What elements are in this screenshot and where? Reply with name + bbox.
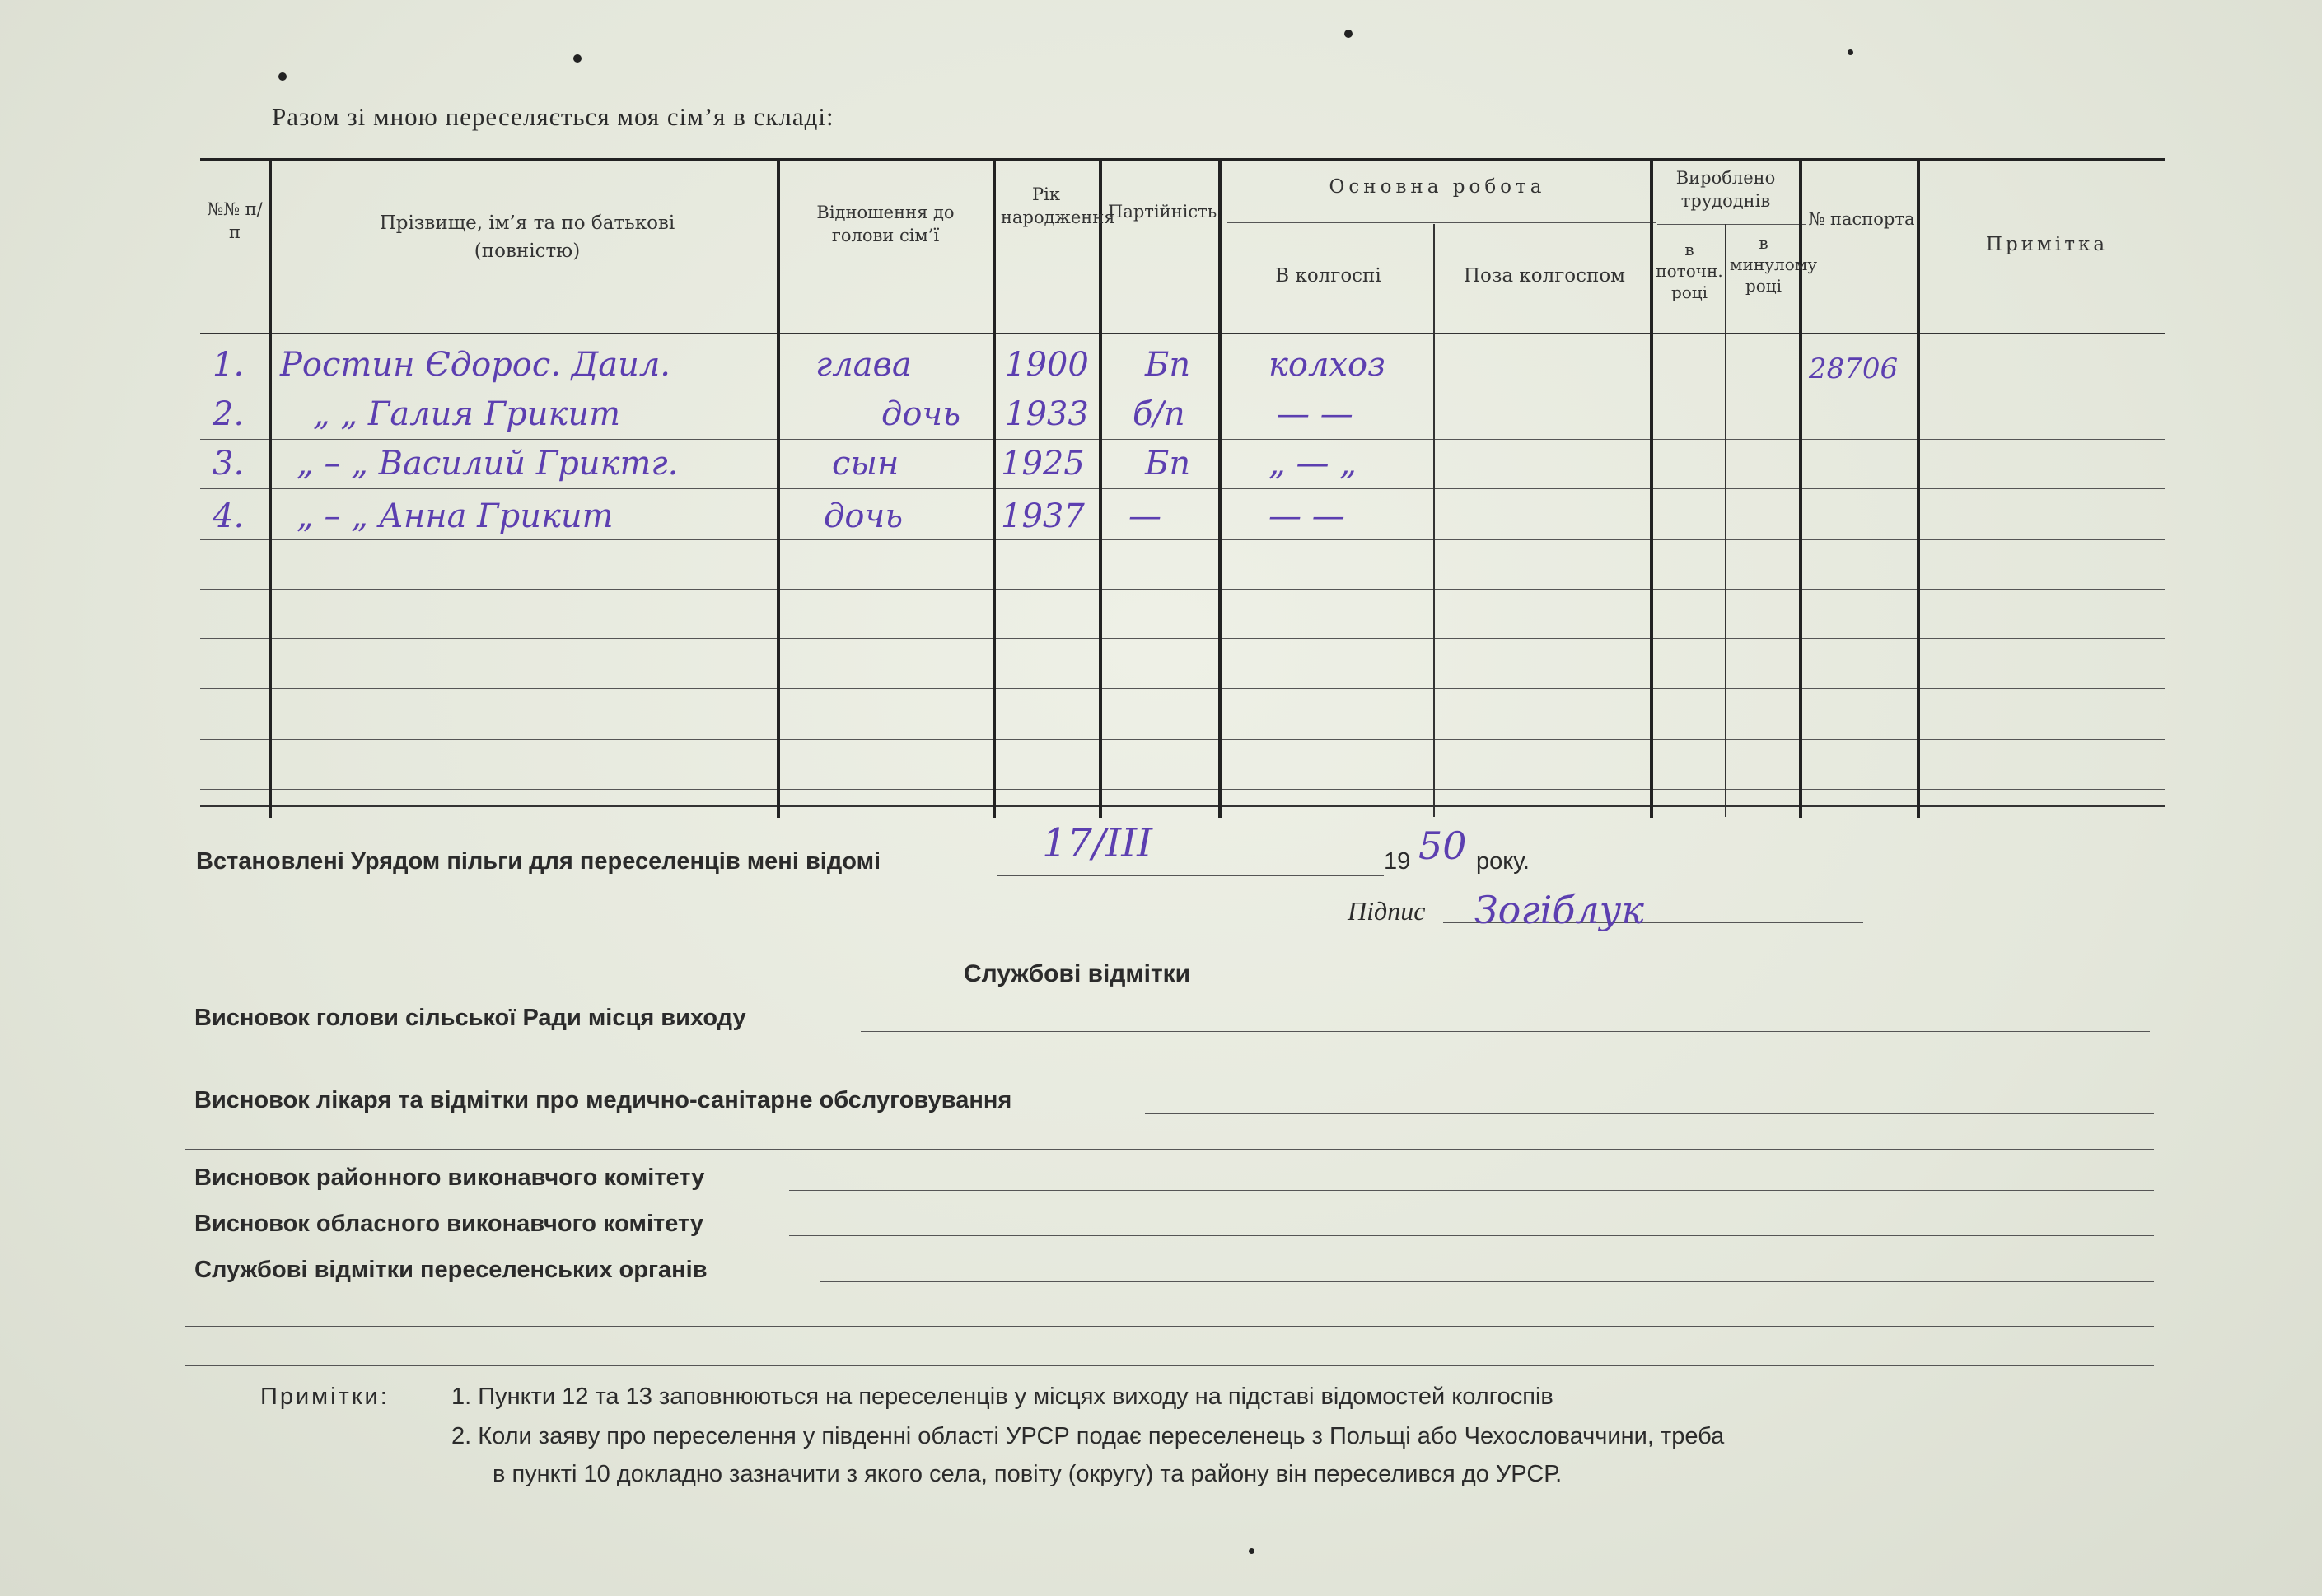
main-work-divider xyxy=(1227,222,1656,223)
table-top-border xyxy=(200,158,2165,161)
row-line xyxy=(200,739,2165,740)
row-line xyxy=(200,688,2165,689)
header-current-year: в поточн. році xyxy=(1656,240,1723,302)
benefits-date-line xyxy=(997,875,1384,876)
header-in-kolkhoz: В колгоспі xyxy=(1275,265,1381,287)
fill-line xyxy=(820,1281,2154,1282)
year-prefix: 19 xyxy=(1384,848,1411,875)
row-party: Бп xyxy=(1145,346,1191,384)
row-work: „ — „ xyxy=(1268,445,1357,483)
benefits-label xyxy=(196,848,881,875)
header-past-year: в минулому році xyxy=(1730,233,1818,296)
row-name: Ростин Єдорос. Даил. xyxy=(280,346,671,384)
family-heading: Разом зі мною переселяється моя сім’я в складі: xyxy=(272,102,834,131)
ink-mark xyxy=(1249,1548,1254,1554)
header-num: №№ п/п xyxy=(207,199,263,242)
notes-label: Примітки: xyxy=(260,1384,390,1410)
col-line xyxy=(777,159,780,818)
row-num: 3. xyxy=(213,445,245,483)
row-line xyxy=(200,589,2165,590)
col-line xyxy=(1650,159,1653,818)
row-name: „ – „ Василий Гриктг. xyxy=(297,445,679,483)
year-suffix: року. xyxy=(1476,848,1530,875)
fill-line xyxy=(789,1190,2154,1191)
village-council-text: Висновок голови сільської Ради місця виходу xyxy=(194,1005,746,1031)
benefits-date: 17/III xyxy=(1042,820,1153,866)
row-line xyxy=(200,805,2165,807)
row-work: колхоз xyxy=(1268,346,1385,384)
row-num: 1. xyxy=(213,346,245,384)
row-year: 1925 xyxy=(1001,445,1085,483)
signature-label: Підпис xyxy=(1348,896,1426,926)
col-line xyxy=(1725,224,1726,817)
oblast-label xyxy=(194,1211,703,1238)
header-name: Прізвище, ім’я та по батькові (повністю) xyxy=(379,212,675,262)
district-label xyxy=(194,1164,704,1192)
workdays-divider xyxy=(1657,224,1806,225)
col-line xyxy=(1099,159,1102,818)
doctor-label xyxy=(194,1087,1011,1114)
row-passport: 28706 xyxy=(1809,352,1899,385)
resettlement-label xyxy=(194,1257,708,1284)
ink-mark xyxy=(1848,49,1853,55)
fill-line xyxy=(861,1031,2150,1032)
benefits-label-text: Встановлені Урядом пільги для переселенців мені відомі xyxy=(196,848,881,875)
row-relation: дочь xyxy=(824,497,904,535)
row-line xyxy=(200,439,2165,440)
signature-value: Зогіблук xyxy=(1474,888,1644,932)
header-note: Примітка xyxy=(1985,234,2109,255)
service-title: Службові відмітки xyxy=(964,960,1191,987)
row-work: — — xyxy=(1277,395,1353,433)
note-1: 1. Пункти 12 та 13 заповнюються на переселенців у місцях виходу на підставі відомостей колгоспів xyxy=(451,1384,1553,1410)
fill-line xyxy=(185,1149,2154,1150)
col-line xyxy=(269,159,272,818)
row-line xyxy=(200,789,2165,790)
row-num: 4. xyxy=(213,497,245,535)
row-name: „ „ Галия Грикит xyxy=(313,395,621,433)
header-outside-kolkhoz: Поза колгоспом xyxy=(1463,265,1626,287)
row-name: „ – „ Анна Грикит xyxy=(297,497,614,535)
header-relation: Відношення до голови сім’ї xyxy=(816,203,955,245)
row-line xyxy=(200,488,2165,489)
row-relation: глава xyxy=(815,346,912,384)
header-main-work: Основна робота xyxy=(1329,176,1546,198)
table-header-border xyxy=(200,333,2165,334)
note-2a: 2. Коли заяву про переселення у південні області УРСР подає переселенець з Польщі або Чехословаччини, треба xyxy=(451,1423,1725,1449)
col-line xyxy=(1917,159,1920,818)
ink-mark xyxy=(573,54,582,63)
row-party: — xyxy=(1128,497,1161,535)
fill-line xyxy=(1145,1113,2154,1114)
col-line xyxy=(1218,159,1222,818)
header-passport: № паспорта xyxy=(1808,209,1915,229)
row-year: 1937 xyxy=(1001,497,1085,535)
fill-line xyxy=(185,1326,2154,1327)
fill-line xyxy=(789,1235,2154,1236)
village-council-label xyxy=(194,1005,746,1032)
row-party: Бп xyxy=(1145,445,1191,483)
col-line xyxy=(1433,224,1435,817)
doctor-text: Висновок лікаря та відмітки про медично-санітарне обслуговування xyxy=(194,1087,1012,1113)
row-num: 2. xyxy=(213,395,245,433)
note-2b: в пункті 10 докладно зазначити з якого села, повіту (округу) та району він переселився до УРСР. xyxy=(493,1461,1563,1487)
ink-mark xyxy=(278,72,287,81)
row-year: 1900 xyxy=(1005,346,1089,384)
header-workdays: Вироблено трудоднів xyxy=(1675,168,1776,211)
fill-line xyxy=(185,1365,2154,1366)
row-line xyxy=(200,638,2165,639)
ink-mark xyxy=(1344,30,1353,38)
row-relation: дочь xyxy=(881,395,961,433)
col-line xyxy=(993,159,996,818)
row-line xyxy=(200,539,2165,540)
row-party: б/п xyxy=(1133,395,1185,433)
row-relation: сын xyxy=(832,445,899,483)
district-text: Висновок районного виконавчого комітету xyxy=(194,1164,705,1191)
header-birth-year: Рік народження xyxy=(1001,184,1115,227)
row-work: — — xyxy=(1268,497,1345,535)
year-value: 50 xyxy=(1418,824,1467,868)
oblast-text: Висновок обласного виконавчого комітету xyxy=(194,1211,704,1237)
header-party: Партійність xyxy=(1108,202,1217,222)
row-year: 1933 xyxy=(1005,395,1089,433)
resettlement-text: Службові відмітки переселенських органів xyxy=(194,1257,708,1283)
